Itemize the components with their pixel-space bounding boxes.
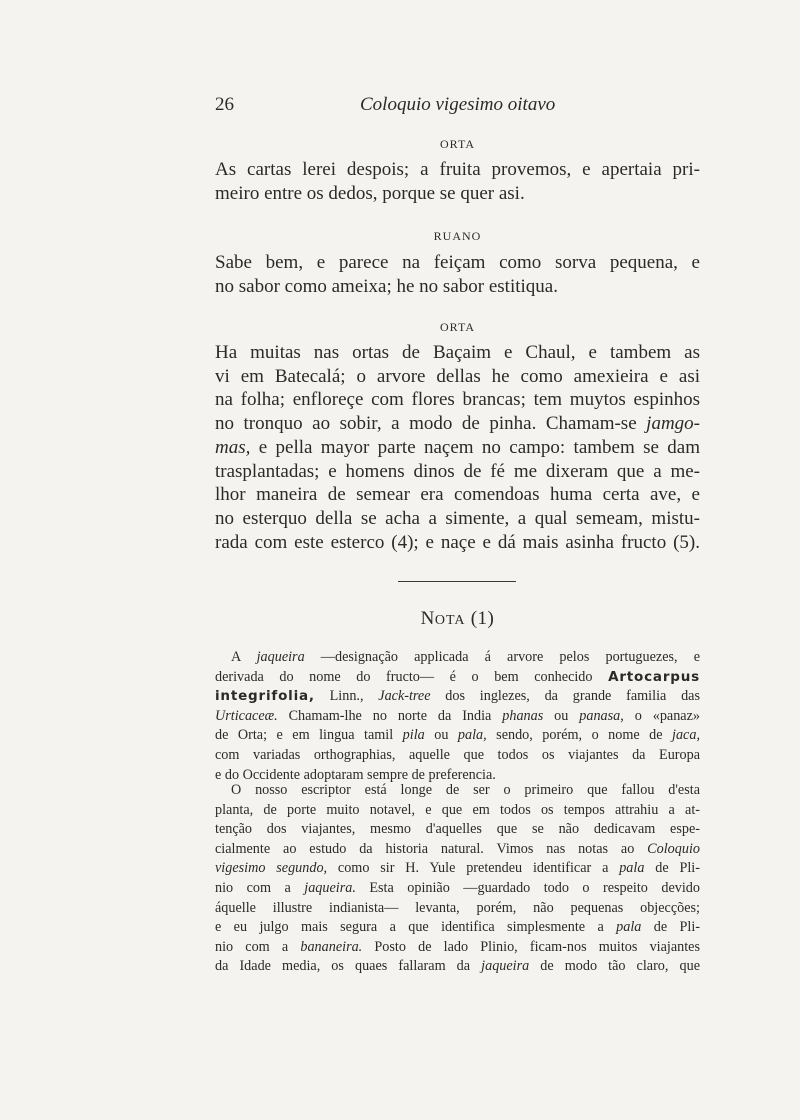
text-line: lhor maneira de semear era comendoas huma certa ave, e [215, 484, 700, 506]
text-line: com variadas orthographias, aquelle que todos os viajantes da Europa [215, 746, 700, 763]
running-header [215, 94, 700, 118]
text-line: cialmente ao estudo da historia natural. Vimos nas notas ao Coloquio [215, 840, 700, 857]
text-line: derivada do nome do fructo— é o bem conhecido Artocarpus [215, 668, 700, 685]
text-line: na folha; enfloreçe com flores brancas; tem muytos espinhos [215, 389, 700, 411]
text-line: nio com a jaqueira. Esta opinião —guardado todo o respeito devido [215, 879, 700, 896]
text-line: meiro entre os dedos, porque se quer asi. [215, 182, 525, 204]
text-line: rada com este esterco (4); e naçe e dá mais asinha fructo (5). [215, 531, 700, 553]
text-line: Urticaceæ. Chamam-lhe no norte da India phanas ou panasa, o «panaz» [215, 707, 700, 724]
note-paragraph [215, 648, 700, 785]
section-divider [398, 581, 516, 582]
text-line: e do Occidente adoptaram sempre de preferencia. [215, 766, 496, 783]
text-line: A jaqueira —designação applicada á arvore pelos portuguezes, e [231, 649, 700, 665]
text-line: áquelle illustre indianista— levanta, porém, não pequenas objecções; [215, 899, 700, 916]
text-line: vigesimo segundo, como sir H. Yule pretendeu identificar a pala de Pli- [215, 860, 700, 877]
page-number: 26 [215, 94, 234, 115]
text-line: tenção dos viajantes, mesmo d'aquelles que se não dedicavam espe- [215, 821, 700, 838]
text-line: no tronquo ao sobir, a modo de pinha. Chamam-se jamgo- [215, 413, 700, 435]
note-paragraph [215, 781, 700, 977]
text-line: no sabor como ameixa; he no sabor estitiqua. [215, 275, 558, 297]
text-line: Ha muitas nas ortas de Baçaim e Chaul, e tambem as [215, 342, 700, 363]
speech-paragraph [215, 251, 700, 298]
text-line: da Idade media, os quaes fallaram da jaqueira de modo tão claro, que [215, 958, 700, 975]
text-line: O nosso escriptor está longe de ser o primeiro que fallou d'esta [231, 782, 700, 798]
text-line: As cartas lerei despois; a fruita provemos, e apertaia pri- [215, 159, 700, 180]
running-title: Coloquio vigesimo oitavo [360, 94, 556, 115]
text-line: trasplantadas; e homens dinos de fé me dixeram que a me- [215, 460, 700, 482]
text-line: e eu julgo mais segura a que identifica simplesmente a pala de Pli- [215, 919, 701, 936]
speaker-label: ORTA [440, 137, 475, 151]
note-heading: NOTA (1) [420, 608, 495, 629]
text-line: Sabe bem, e parece na feiçam como sorva pequena, e [215, 252, 700, 273]
text-line: vi em Batecalá; o arvore dellas he como amexieira e asi [215, 365, 700, 387]
text-line: integrifolia, Linn., Jack-tree dos inglezes, da grande familia das [215, 688, 700, 705]
speaker-label: RUANO [433, 229, 482, 243]
text-line: de Orta; e em lingua tamil pila ou pala, sendo, porém, o nome de jaca, [215, 727, 700, 744]
speech-paragraph [215, 341, 700, 554]
speech-paragraph [215, 158, 700, 205]
text-line: mas, e pella mayor parte naçem no campo: tambem se dam [215, 436, 700, 458]
text-line: nio com a bananeira. Posto de lado Plinio, ficam-nos muitos viajantes [215, 938, 700, 955]
text-line: planta, de porte muito notavel, e que em todos os tempos attrahiu a at- [215, 801, 700, 818]
speaker-label: ORTA [440, 320, 475, 334]
text-line: no esterquo della se acha a simente, a qual semeam, mistu- [215, 507, 700, 529]
